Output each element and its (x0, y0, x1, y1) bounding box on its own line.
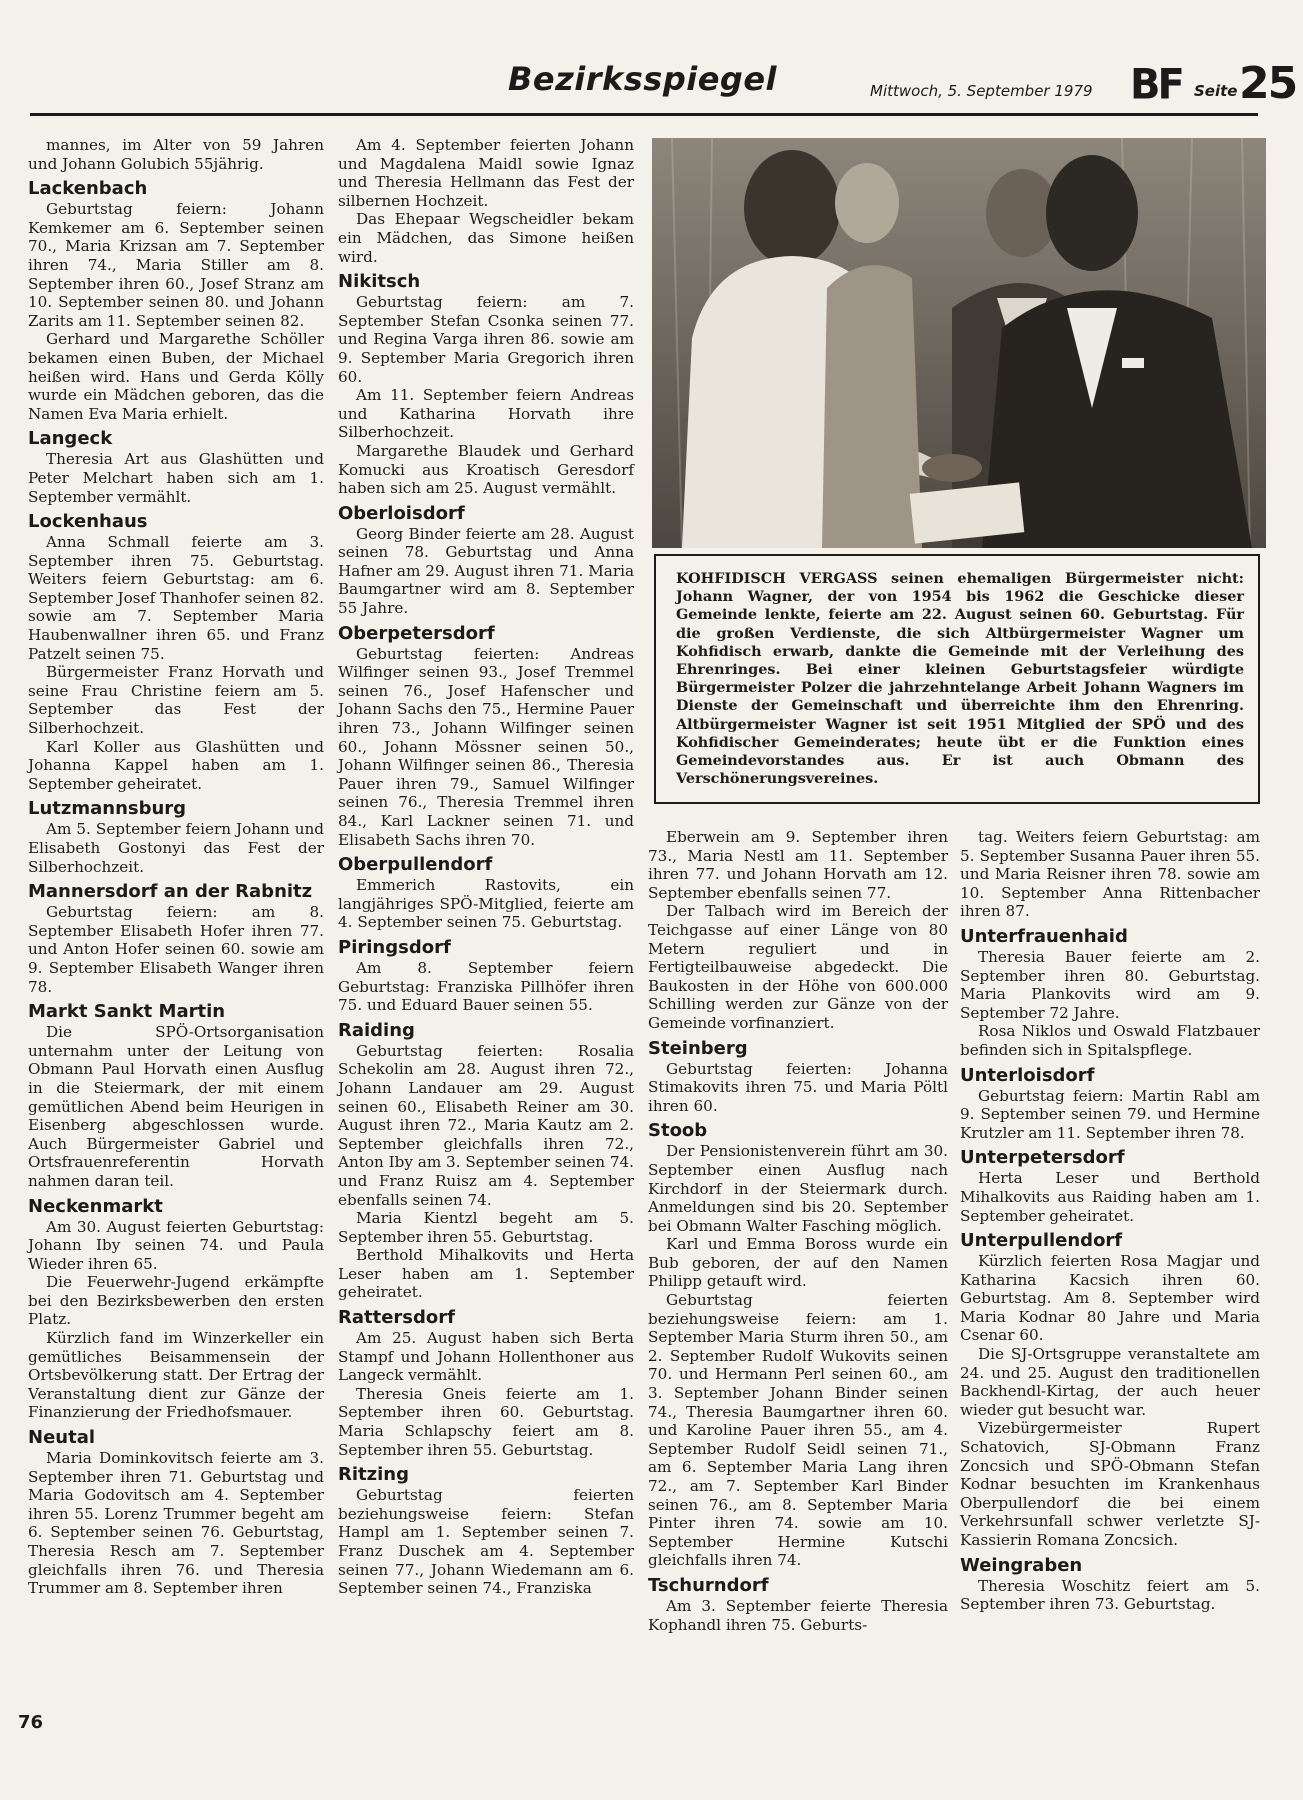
article-text: Geburtstag feiern: Martin Rabl am 9. September seinen 79. und Hermine Krutzler am 11. September ihren 78. (960, 1086, 1260, 1142)
header-rule (30, 113, 1258, 116)
place-heading: Unterfrauenhaid (960, 925, 1128, 947)
article-text: Maria Dominkovitsch feierte am 3. September ihren 71. Geburtstag und Maria Godovitsch am 4. September ihren 55. Lorenz Trummer begeht am 6. September seinen 76. Geburtstag, Theresia Resch am 7. September gleichfalls ihren 76. und Theresia Trummer am 8. September ihren (28, 1449, 324, 1598)
news-photo (652, 138, 1266, 548)
place-heading: Unterpullendorf (960, 1230, 1123, 1252)
article-text: Geburtstag feiern: Johann Kemkemer am 6. September seinen 70., Maria Krizsan am 7. September ihren 74., Maria Stiller am 8. September ihren 60., Josef Stranz am 10. September seinen 80. und Johann Zarits am 11. September seinen 82. (28, 200, 324, 330)
photo-caption: KOHFIDISCH VERGASS seinen ehemaligen Bürgermeister nicht: Johann Wagner, der von 1954 bis 1962 die Geschicke dieser Gemeinde lenkte, feierte am 22. August seinen 60. Geburtstag. Für die großen Verdienste, die sich Altbürgermeister Wagner um Kohfidisch erwarb, dankte die Gemeinde mit der Verleihung des Ehrenringes. Bei einer kleinen Geburtstagsfeier würdigte Bürgermeister Polzer die jahrzehntelange Arbeit Johann Wagners im Dienste der Gemeinschaft und überreichte ihm den Ehrenring. Altbürgermeister Wagner ist seit 1951 Mitglied der SPÖ und des Kohfidischer Gemeinderates; heute übt er die Funktion eines Gemeindevorstandes aus. Er ist auch Obmann des Verschönerungsvereines. (676, 570, 1244, 788)
article-text: Am 11. September feiern Andreas und Katharina Horvath ihre Silberhochzeit. (338, 386, 634, 442)
article-text: Am 30. August feierten Geburtstag: Johann Iby seinen 74. und Paula Wieder ihren 65. (28, 1217, 324, 1273)
article-text: Herta Leser und Berthold Mihalkovits aus Raiding haben am 1. September geheiratet. (960, 1169, 1260, 1225)
place-heading: Neutal (28, 1427, 96, 1449)
article-text: Theresia Woschitz feiert am 5. September ihren 73. Geburtstag. (960, 1576, 1260, 1614)
article-text: Die SPÖ-Ortsorganisation unternahm unter der Leitung von Obmann Paul Horvath einen Ausflug in die Steiermark, der mit einem gemütlichen Abend beim Heurigen in Eisenberg abgeschlossen wurde. Auch Bürgermeister Gabriel und Ortsfrauenreferentin Horvath nahmen daran teil. (28, 1023, 324, 1190)
article-text: Anna Schmall feierte am 3. September ihren 75. Geburtstag. Weiters feiern Geburtstag: am 6. September Josef Thanhofer seinen 82. sowie am 7. September Maria Haubenwallner ihren 65. und Franz Patzelt seinen 75. (28, 533, 324, 663)
section-title: Bezirksspiegel (508, 60, 777, 98)
page-label: Seite (1194, 82, 1238, 100)
place-heading: Piringsdorf (338, 936, 451, 958)
article-text: Geburtstag feierten: Johanna Stimakovits ihren 75. und Maria Pöltl ihren 60. (648, 1059, 948, 1115)
corner-mark: 76 (18, 1712, 44, 1733)
article-text: Gerhard und Margarethe Schöller bekamen einen Buben, der Michael heißen wird. Hans und Gerda Kölly wurde ein Mädchen geboren, das die Namen Eva Maria erhielt. (28, 330, 324, 423)
place-heading: Stoob (648, 1120, 708, 1142)
place-heading: Weingraben (960, 1554, 1083, 1576)
column-4 (960, 828, 1260, 1614)
brand-logo: BF (1130, 60, 1182, 110)
photo-image (652, 138, 1266, 548)
column-1 (28, 136, 324, 1598)
article-text: Das Ehepaar Wegscheidler bekam ein Mädchen, das Simone heißen wird. (338, 210, 634, 266)
place-heading: Nikitsch (338, 271, 421, 293)
page-number: 25 (1239, 58, 1297, 109)
article-text: Geburtstag feierten beziehungsweise feiern: Stefan Hampl am 1. September seinen 7. Franz Duschek am 4. September seinen 77., Johann Wiedemann am 6. September seinen 74., Franziska (338, 1486, 634, 1598)
article-text: Geburtstag feierten beziehungsweise feiern: am 1. September Maria Sturm ihren 50., am 2. September Rudolf Wukovits seinen 70. und Hermann Perl seinen 60., am 3. September Johann Binder seinen 74., Theresia Baumgartner ihren 60. und Karoline Pauer ihren 55., am 4. September Rudolf Seidl seinen 71., am 6. September Maria Lang ihren 72., am 7. September Karl Binder seinen 76., am 8. September Maria Pinter ihren 74. sowie am 10. September Hermine Kutschi gleichfalls ihren 74. (648, 1291, 948, 1570)
place-heading: Markt Sankt Martin (28, 1001, 226, 1023)
column-2 (338, 136, 634, 1598)
article-text: Theresia Art aus Glashütten und Peter Melchart haben sich am 1. September vermählt. (28, 450, 324, 506)
article-text-continued: Eberwein am 9. September ihren 73., Maria Nestl am 11. September ihren 77. und Johann Horvath am 12. September ebenfalls seinen 77. (648, 828, 948, 902)
column-3 (648, 828, 948, 1634)
article-text: Der Pensionistenverein führt am 30. September einen Ausflug nach Kirchdorf in der Steiermark durch. Anmeldungen sind bis 20. September bei Obmann Walter Fasching möglich. (648, 1142, 948, 1235)
place-heading: Lockenhaus (28, 511, 148, 533)
article-text: Geburtstag feierten: Andreas Wilfinger seinen 93., Josef Tremmel seinen 76., Josef Hafenscher und Johann Sachs den 75., Hermine Pauer ihren 73., Johann Wilfinger seinen 60., Johann Mössner seinen 50., Johann Wilfinger seinen 86., Theresia Pauer ihren 79., Samuel Wilfinger seinen 76., Theresia Tremmel ihren 84., Karl Lackner seinen 71. und Elisabeth Sachs ihren 70. (338, 644, 634, 849)
article-text: Die SJ-Ortsgruppe veranstaltete am 24. und 25. August den traditionellen Backhendl-Kirtag, der auch heuer wieder gut besucht war. (960, 1345, 1260, 1419)
place-heading: Unterloisdorf (960, 1064, 1095, 1086)
place-heading: Ritzing (338, 1464, 409, 1486)
place-heading: Raiding (338, 1019, 415, 1041)
place-heading: Oberloisdorf (338, 502, 465, 524)
place-heading: Steinberg (648, 1037, 748, 1059)
place-heading: Lackenbach (28, 178, 148, 200)
place-heading: Rattersdorf (338, 1307, 455, 1329)
article-text: Kürzlich fand im Winzerkeller ein gemütliches Beisammensein der Ortsbevölkerung statt. Der Ertrag der Veranstaltung dient zur Gänze der Finanzierung der Friedhofsmauer. (28, 1329, 324, 1422)
article-text: Georg Binder feierte am 28. August seinen 78. Geburtstag und Anna Hafner am 29. August ihren 71. Maria Baumgartner wird am 8. September 55 Jahre. (338, 524, 634, 618)
place-heading: Neckenmarkt (28, 1195, 163, 1217)
article-text: Der Talbach wird im Bereich der Teichgasse auf einer Länge von 80 Metern reguliert und in Fertigteilbauweise abgedeckt. Die Baukosten in der Höhe von 600.000 Schilling werden zur Gänze von der Gemeinde vorfinanziert. (648, 902, 948, 1032)
article-text: Rosa Niklos und Oswald Flatzbauer befinden sich in Spitalspflege. (960, 1022, 1260, 1059)
article-text: Am 3. September feierte Theresia Kophandl ihren 75. Geburts- (648, 1596, 948, 1634)
article-text: Berthold Mihalkovits und Herta Leser haben am 1. September geheiratet. (338, 1246, 634, 1302)
masthead (30, 52, 1297, 120)
article-text: Maria Kientzl begeht am 5. September ihren 55. Geburtstag. (338, 1209, 634, 1246)
article-text: Kürzlich feierten Rosa Magjar und Katharina Kacsich ihren 60. Geburtstag. Am 8. September wird Maria Kodnar 80 Jahre und Maria Csenar 60. (960, 1252, 1260, 1345)
article-text: Karl und Emma Boross wurde ein Bub geboren, der auf den Namen Philipp getauft wird. (648, 1235, 948, 1291)
article-text: Geburtstag feiern: am 8. September Elisabeth Hofer ihren 77. und Anton Hofer seinen 60. sowie am 9. September Elisabeth Wanger ihren 78. (28, 903, 324, 996)
article-text: Die Feuerwehr-Jugend erkämpfte bei den Bezirksbewerben den ersten Platz. (28, 1273, 324, 1329)
article-text-continued: Am 4. September feierten Johann und Magdalena Maidl sowie Ignaz und Theresia Hellmann das Fest der silbernen Hochzeit. (338, 136, 634, 210)
article-text: Am 8. September feiern Geburtstag: Franziska Pillhöfer ihren 75. und Eduard Bauer seinen 55. (338, 958, 634, 1015)
article-text: Geburtstag feiern: am 7. September Stefan Csonka seinen 77. und Regina Varga ihren 86. sowie am 9. September Maria Gregorich ihren 60. (338, 293, 634, 386)
place-heading: Oberpetersdorf (338, 622, 495, 644)
article-text: Margarethe Blaudek und Gerhard Komucki aus Kroatisch Geresdorf haben sich am 25. August vermählt. (338, 441, 634, 498)
article-text: Theresia Bauer feierte am 2. September ihren 80. Geburtstag. Maria Plankovits wird am 9. September 72 Jahre. (960, 947, 1260, 1022)
article-text: Am 5. September feiern Johann und Elisabeth Gostonyi das Fest der Silberhochzeit. (28, 820, 324, 876)
article-text: Theresia Gneis feierte am 1. September ihren 60. Geburtstag. Maria Schlapschy feiert am 8. September ihren 55. Geburtstag. (338, 1384, 634, 1459)
article-text: Bürgermeister Franz Horvath und seine Frau Christine feiern am 5. September das Fest der Silberhochzeit. (28, 663, 324, 738)
article-text-continued: mannes, im Alter von 59 Jahren und Johann Golubich 55jährig. (28, 136, 324, 173)
place-heading: Oberpullendorf (338, 854, 493, 876)
place-heading: Langeck (28, 428, 113, 450)
photo-caption-box (654, 554, 1260, 804)
article-text: Karl Koller aus Glashütten und Johanna Kappel haben am 1. September geheiratet. (28, 737, 324, 793)
place-heading: Tschurndorf (648, 1574, 769, 1596)
article-text: Geburtstag feierten: Rosalia Schekolin am 28. August ihren 72., Johann Landauer am 29. August seinen 60., Elisabeth Reiner am 30. August ihren 72., Maria Kautz am 2. September gleichfalls ihren 72., Anton Iby am 3. September seinen 74. und Franz Ruisz am 4. September ebenfalls seinen 74. (338, 1041, 634, 1209)
place-heading: Unterpetersdorf (960, 1147, 1125, 1169)
issue-date: Mittwoch, 5. September 1979 (870, 82, 1093, 100)
article-text: Am 25. August haben sich Berta Stampf und Johann Hollenthoner aus Langeck vermählt. (338, 1329, 634, 1385)
article-text: Emmerich Rastovits, ein langjähriges SPÖ-Mitglied, feierte am 4. September seinen 75. Geburtstag. (338, 876, 634, 932)
article-text: Vizebürgermeister Rupert Schatovich, SJ-Obmann Franz Zoncsich und SPÖ-Obmann Stefan Kodnar besuchten im Krankenhaus Oberpullendorf die bei einem Verkehrsunfall schwer verletzte SJ-Kassierin Romana Zoncsich. (960, 1419, 1260, 1549)
place-heading: Mannersdorf an der Rabnitz (28, 881, 313, 903)
place-heading: Lutzmannsburg (28, 798, 187, 820)
article-text-continued: tag. Weiters feiern Geburtstag: am 5. September Susanna Pauer ihren 55. und Maria Reisner ihren 78. sowie am 10. September Anna Rittenbacher ihren 87. (960, 828, 1260, 921)
